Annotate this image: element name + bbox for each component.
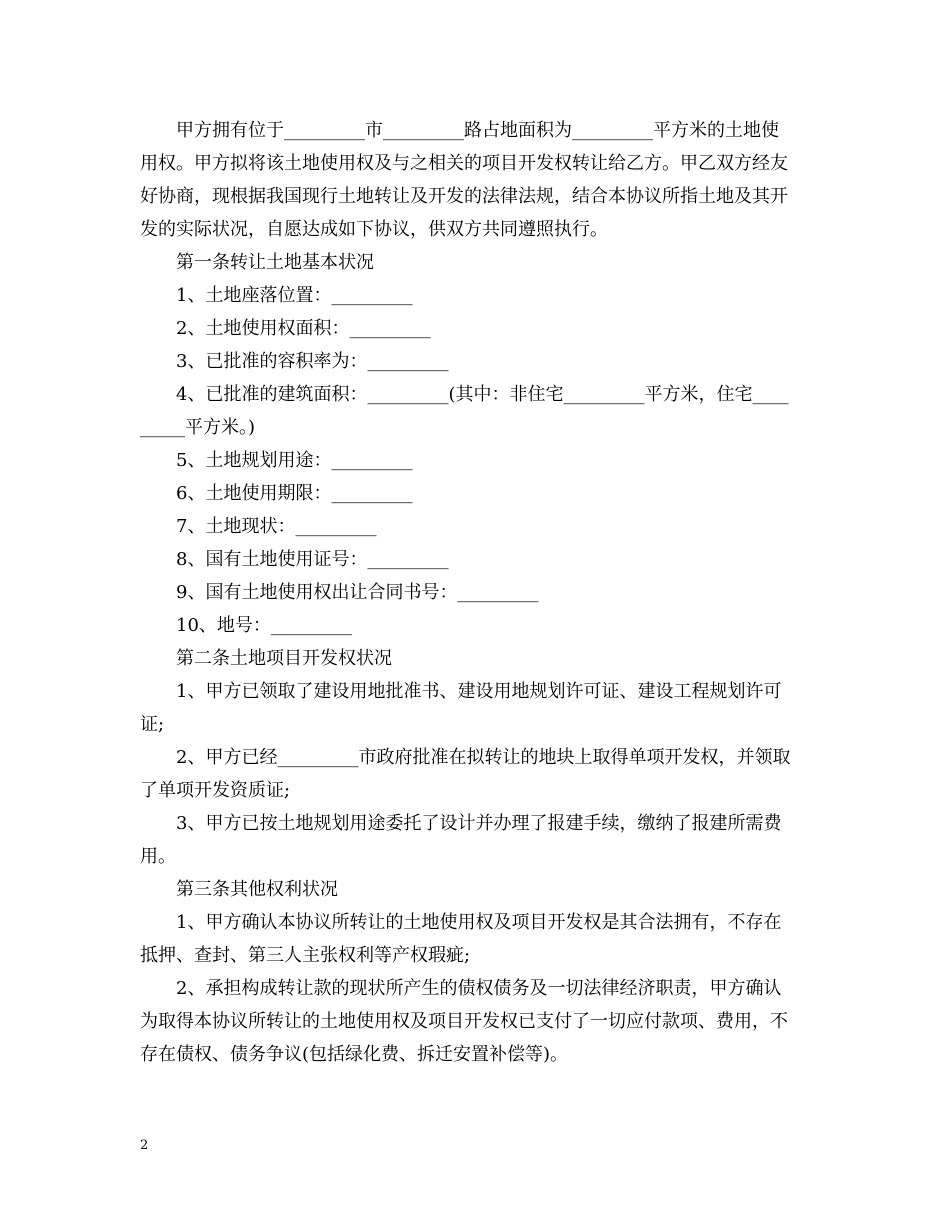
section-1-item-3: 3、已批准的容积率为：_________ (176, 351, 449, 372)
section-1-item-9: 9、国有土地使用权出让合同书号：_________ (176, 582, 539, 603)
section-1-item-8: 8、国有土地使用证号：_________ (176, 549, 449, 570)
section-1-item-10: 10、地号：_________ (176, 615, 352, 636)
section-2-item-2-line-1: 2、甲方已经_________市政府批准在拟转让的地块上取得单项开发权，并领取 (176, 747, 791, 768)
section-3-item-2-line-1: 2、承担构成转让款的现状所产生的债权债务及一切法律经济职责，甲方确认 (176, 978, 782, 999)
section-3-title: 第三条其他权利状况 (176, 879, 338, 900)
section-1-title: 第一条转让土地基本状况 (176, 252, 374, 273)
section-2-item-1-line-2: 证; (140, 714, 165, 735)
section-2-item-1-line-1: 1、甲方已领取了建设用地批准书、建设用地规划许可证、建设工程规划许可 (176, 681, 782, 702)
section-1-item-6: 6、土地使用期限：_________ (176, 483, 413, 504)
intro-line-2: 用权。甲方拟将该土地使用权及与之相关的项目开发权转让给乙方。甲乙双方经友 (140, 153, 788, 174)
section-3-item-2-line-3: 存在债权、债务争议(包括绿化费、拆迁安置补偿等)。 (140, 1044, 569, 1065)
section-1-item-4-line-1: 4、已批准的建筑面积：_________(其中：非住宅_________平方米，住宅____ (176, 384, 789, 405)
section-2-item-2-line-2: 了单项开发资质证; (140, 780, 291, 801)
section-3-item-2-line-2: 为取得本协议所转让的土地使用权及项目开发权已支付了一切应付款项、费用，不 (140, 1011, 788, 1032)
section-3-item-1-line-2: 抵押、查封、第三人主张权利等产权瑕疵; (140, 945, 471, 966)
page-number: 2 (140, 1138, 149, 1153)
section-1-item-2: 2、土地使用权面积：_________ (176, 318, 431, 339)
intro-line-4: 发的实际状况，自愿达成如下协议，供双方共同遵照执行。 (140, 219, 608, 240)
intro-line-1: 甲方拥有位于_________市_________路占地面积为_________平方米的土地使 (176, 120, 779, 141)
section-2-title: 第二条土地项目开发权状况 (176, 648, 392, 669)
section-2-item-3-line-2: 用。 (140, 846, 176, 867)
intro-line-3: 好协商，现根据我国现行土地转让及开发的法律法规，结合本协议所指土地及其开 (140, 186, 788, 207)
section-1-item-4-line-2: _____平方米。) (140, 417, 256, 438)
section-1-item-7: 7、土地现状：_________ (176, 516, 377, 537)
section-2-item-3-line-1: 3、甲方已按土地规划用途委托了设计并办理了报建手续，缴纳了报建所需费 (176, 813, 782, 834)
section-3-item-1-line-1: 1、甲方确认本协议所转让的土地使用权及项目开发权是其合法拥有，不存在 (176, 912, 782, 933)
section-1-item-1: 1、土地座落位置：_________ (176, 285, 413, 306)
section-1-item-5: 5、土地规划用途：_________ (176, 450, 413, 471)
